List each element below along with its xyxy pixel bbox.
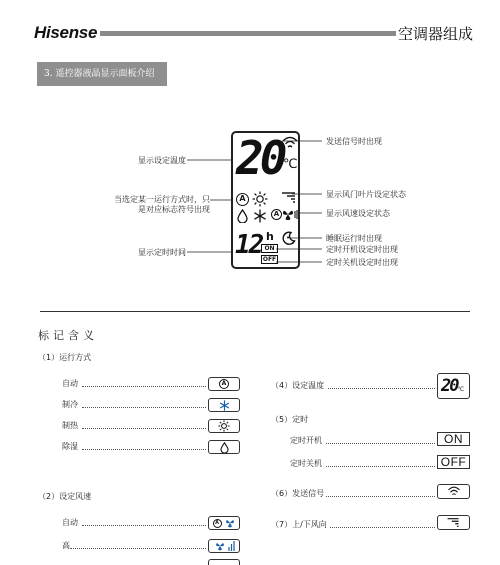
leader (82, 428, 206, 429)
auto-fan-glyph: A (273, 210, 280, 218)
auto-icon-glyph: A (239, 194, 246, 203)
louver-icon (437, 515, 470, 530)
mode-auto-label: 自动 (62, 379, 78, 388)
fan-glyph (224, 518, 236, 528)
signal-glyph (447, 486, 461, 497)
leader (326, 496, 435, 497)
timer-group-title: （5）定时 (271, 415, 309, 424)
sun-icon (208, 419, 240, 433)
mode-group-title: （1）运行方式 (38, 353, 92, 362)
section-divider (40, 311, 470, 312)
brand-logo: Hisense (34, 23, 98, 42)
fan-group-title: （2）设定风速 (38, 492, 92, 501)
fan-high-icon (208, 539, 240, 553)
callout-set-temp: 显示设定温度 (138, 156, 186, 165)
lcd-timer-off: OFF (262, 256, 277, 263)
mode-cool-label: 制冷 (62, 400, 78, 409)
lcd-timer-unit: h (266, 230, 274, 243)
louver-item-label: （7）上/下风向 (271, 520, 327, 529)
leader (330, 527, 435, 528)
lcd-timer-digits: 12 (235, 230, 263, 260)
auto-icon (208, 377, 240, 391)
legend-title: 标记含义 (38, 329, 98, 342)
leader (326, 466, 435, 467)
temp-item-label: （4）设定温度 (271, 381, 325, 390)
droplet-icon (208, 440, 240, 454)
auto-fan-icon (208, 516, 240, 530)
speed-bars-icon (228, 541, 235, 551)
snowflake-icon (208, 398, 240, 412)
leader (82, 525, 206, 526)
signal-icon (437, 484, 470, 499)
auto-fan-glyph: A (215, 519, 219, 526)
lcd-timer-on: ON (261, 244, 278, 253)
timer-on-tag (437, 432, 470, 446)
louver-glyph (446, 517, 461, 528)
temp-display-digits: 20 (441, 376, 458, 396)
droplet-glyph (220, 442, 229, 453)
lcd-temperature: 20 (236, 131, 284, 185)
sun-glyph (218, 420, 230, 432)
leader (326, 443, 435, 444)
lcd-temp-unit: ℃ (283, 157, 298, 172)
leader (82, 449, 206, 450)
timer-off-tag (437, 455, 470, 469)
mode-dry-label: 除湿 (62, 442, 78, 451)
timer-on-label: 定时开机 (290, 436, 322, 445)
timer-off-text: OFF (440, 455, 467, 469)
leader (82, 386, 206, 387)
fan-next-icon (208, 559, 240, 565)
callout-send-signal: 发送信号时出现 (326, 137, 382, 146)
fan-auto-label: 自动 (62, 518, 78, 527)
callout-timer-display: 显示定时时间 (138, 248, 186, 257)
callout-louver: 显示风门叶片设定状态 (326, 190, 406, 199)
snowflake-glyph (219, 400, 230, 411)
callout-timer-off: 定时关机设定时出现 (326, 258, 398, 267)
temp-display-box (437, 373, 470, 399)
fan-high-label: 高 (62, 541, 70, 550)
signal-item-label: （6）发送信号 (271, 489, 325, 498)
page-title: 空调器组成 (398, 25, 474, 43)
timer-off-label: 定时关机 (290, 459, 322, 468)
temp-display-unit: ℃ (457, 385, 465, 393)
leader (82, 407, 206, 408)
mode-heat-label: 制热 (62, 421, 78, 430)
leader (328, 388, 435, 389)
callout-fan-speed: 显示风速设定状态 (326, 209, 390, 218)
callout-timer-on: 定时开机设定时出现 (326, 245, 398, 254)
callout-sleep: 睡眠运行时出现 (326, 234, 382, 243)
timer-on-text: ON (444, 432, 463, 446)
leader (70, 548, 206, 549)
callout-mode-select: 当选定某一运行方式时，只是对应标志符号出现 (114, 195, 210, 214)
auto-icon-ring (219, 379, 229, 389)
fan-glyph (214, 541, 226, 551)
section-label: 3. 遥控器液晶显示面板介绍 (37, 62, 167, 86)
auto-icon-glyph: A (221, 380, 227, 387)
auto-fan-ring (213, 519, 222, 528)
